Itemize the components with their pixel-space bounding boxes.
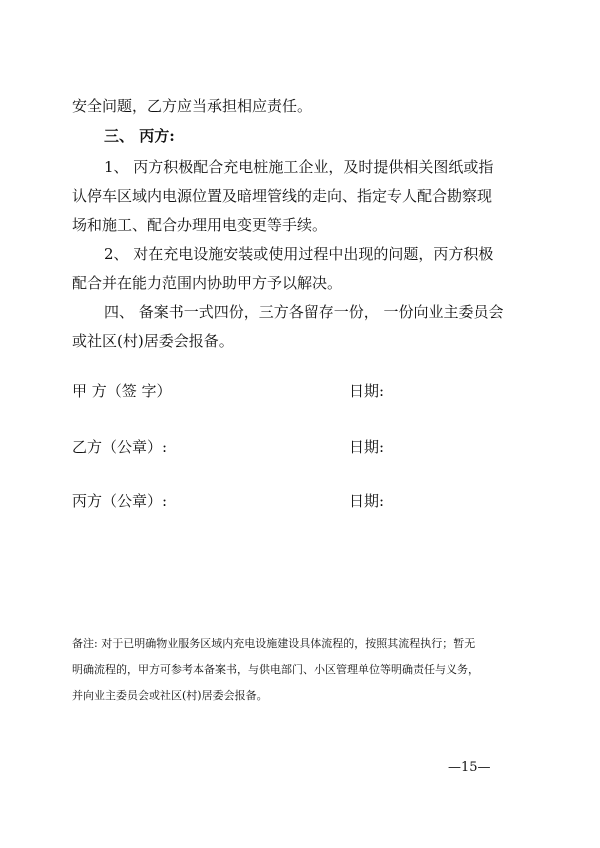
date-label-party-a: 日期: (349, 382, 385, 400)
body-line-1: 安全问题，乙方应当承担相应责任。 (72, 97, 313, 115)
note-line-1: 备注: 对于已明确物业服务区域内充电设施建设具体流程的，按照其流程执行；暂无 (72, 637, 476, 650)
item-1-line-2: 认停车区域内电源位置及暗埋管线的走向、指定专人配合勘察现 (72, 187, 493, 205)
date-label-party-b: 日期: (349, 438, 385, 456)
section-4-line-1: 四、 备案书一式四份，三方各留存一份， 一份向业主委员会 (104, 303, 504, 321)
section-3-heading: 三、 丙方: (104, 127, 175, 145)
signature-party-c: 丙方（公章）: (72, 492, 168, 510)
signature-party-b: 乙方（公章）: (72, 438, 168, 456)
item-1-line-3: 场和施工、配合办理用电变更等手续。 (72, 216, 328, 234)
item-2-line-2: 配合并在能力范围内协助甲方予以解决。 (72, 274, 343, 292)
note-line-3: 并向业主委员会或社区(村)居委会报备。 (72, 689, 268, 702)
item-2-line-1: 2、 对在充电设施安装或使用过程中出现的问题，丙方积极 (104, 245, 494, 263)
item-1-line-1: 1、 丙方积极配合充电桩施工企业，及时提供相关图纸或指 (104, 158, 494, 176)
signature-party-a: 甲 方（签 字） (72, 382, 172, 400)
note-line-2: 明确流程的，甲方可参考本备案书，与供电部门、小区管理单位等明确责任与义务， (72, 663, 479, 676)
date-label-party-c: 日期: (349, 492, 385, 510)
section-4-line-2: 或社区(村)居委会报备。 (72, 332, 234, 350)
page-number: —15— (448, 760, 491, 775)
